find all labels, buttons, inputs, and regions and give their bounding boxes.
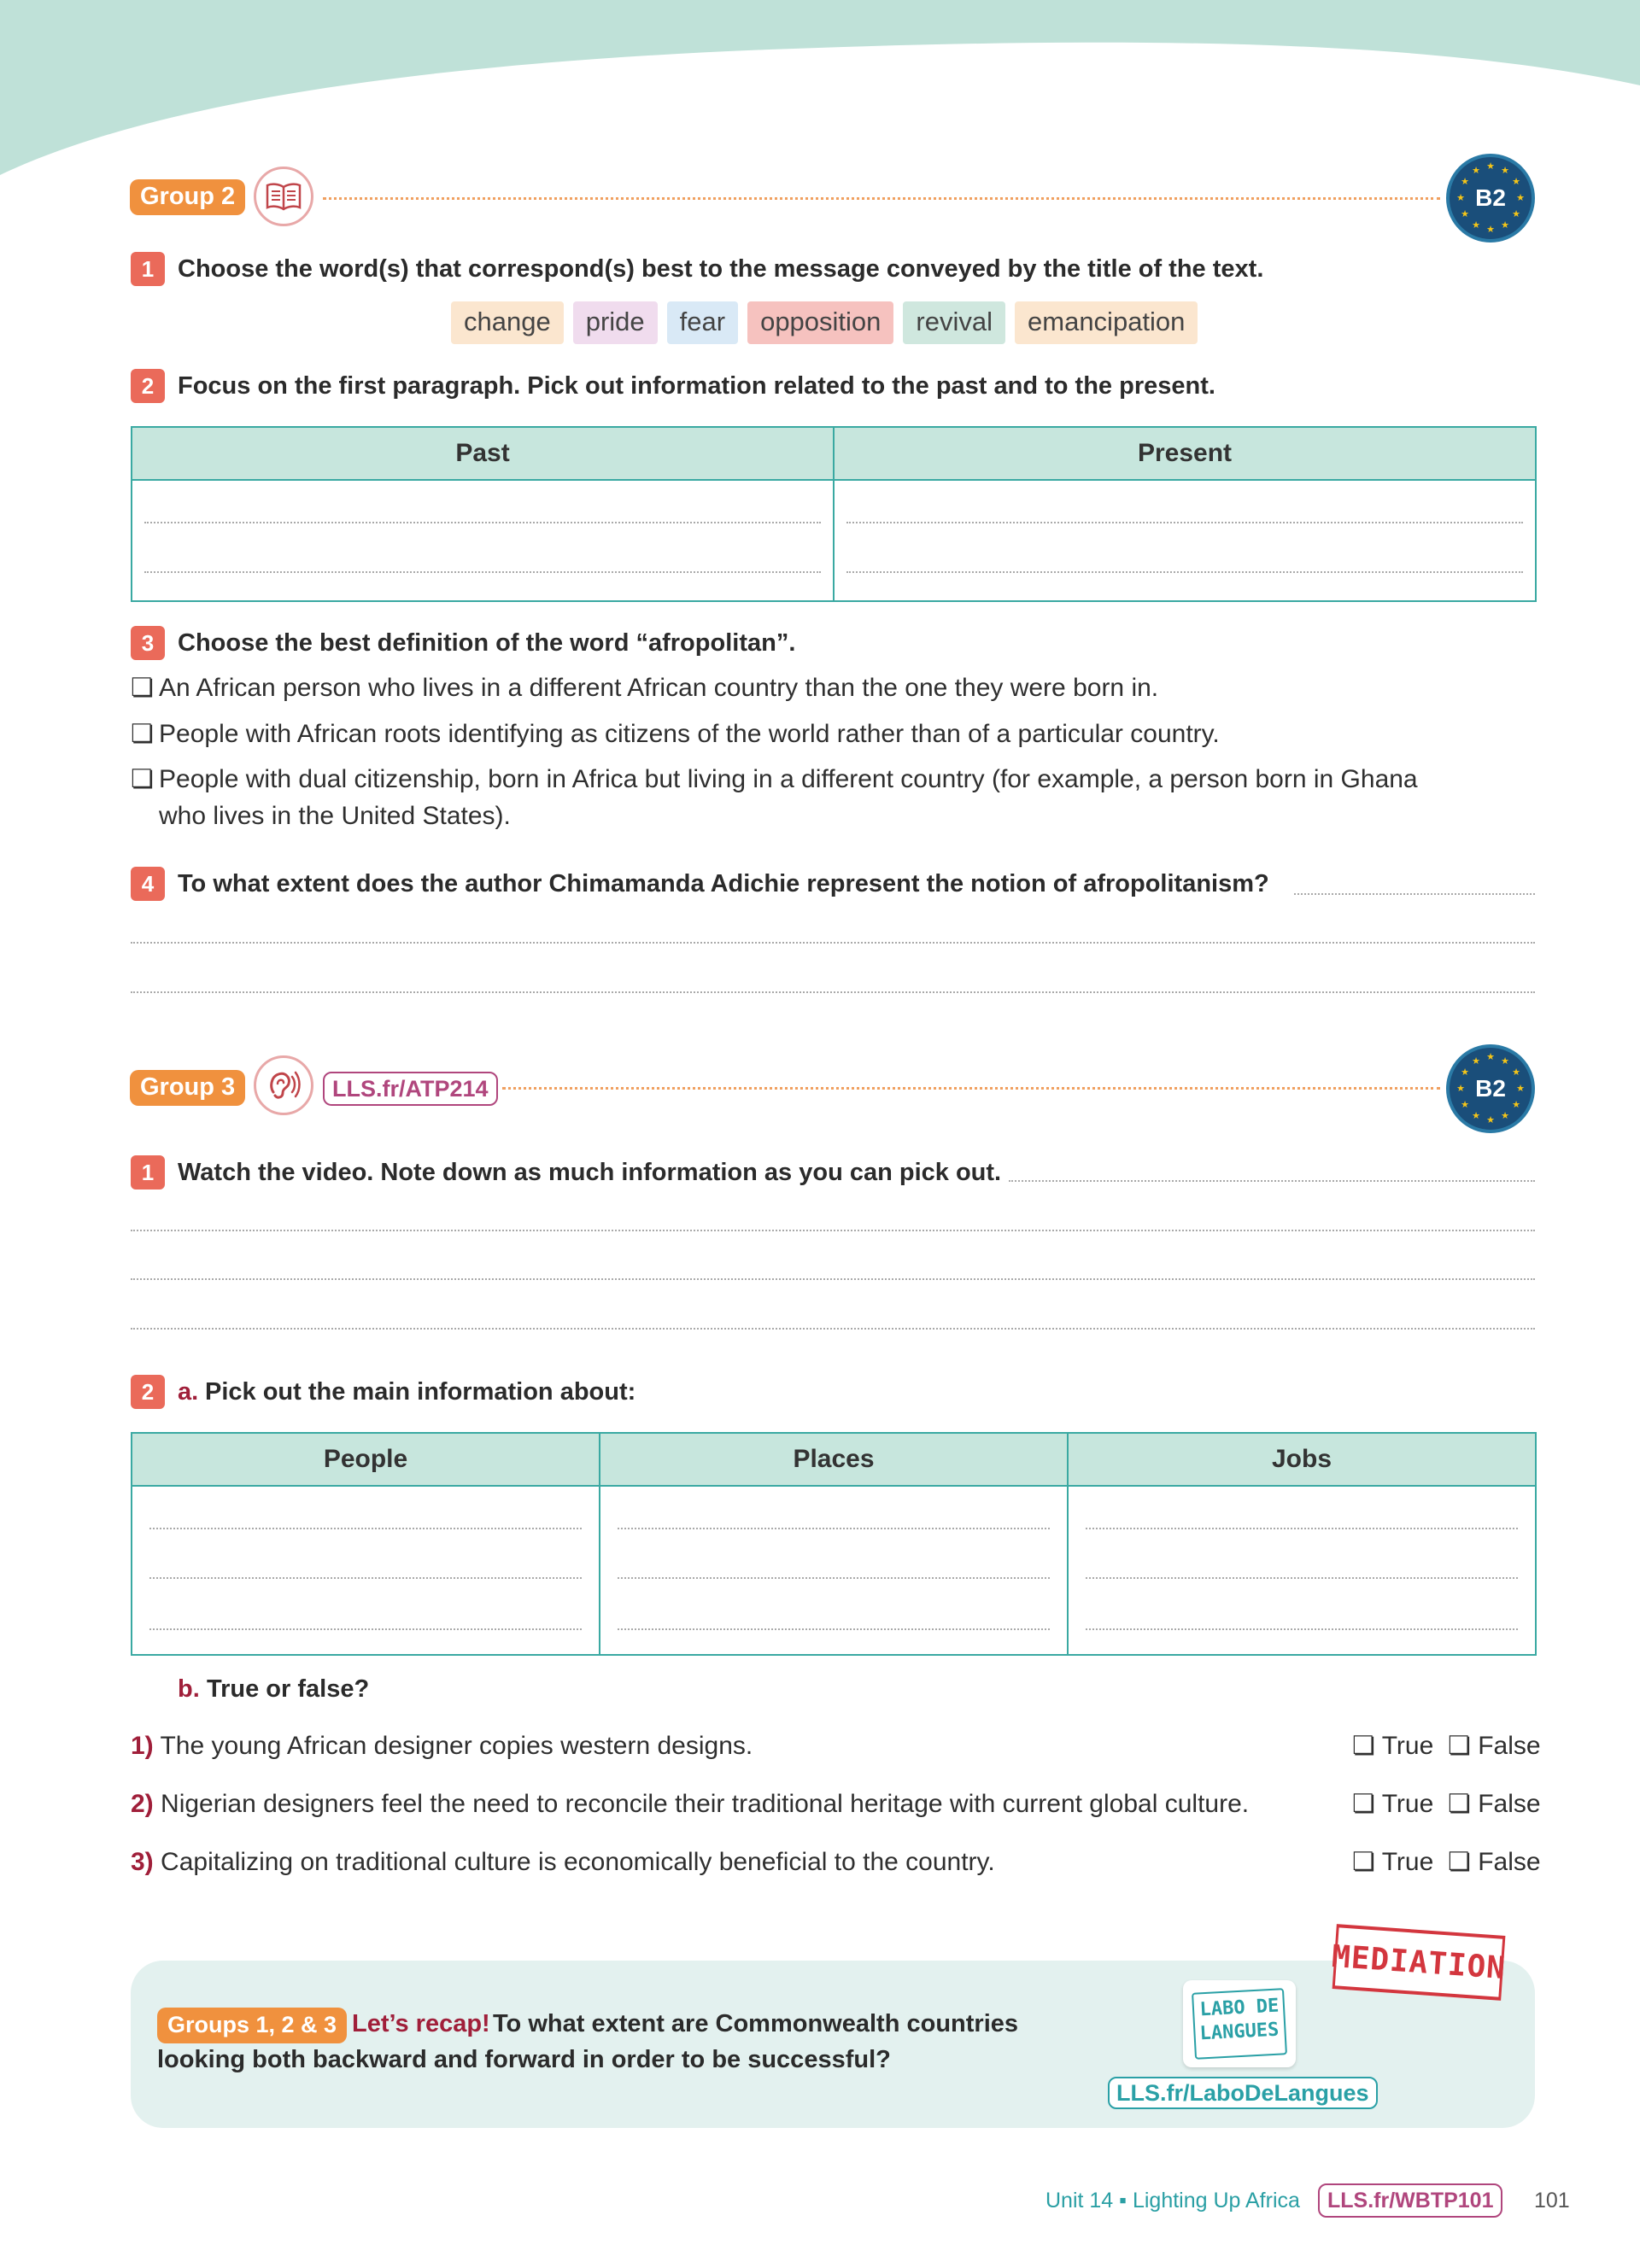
word-choice[interactable]: fear <box>667 301 738 344</box>
question-number: 1 <box>131 1155 165 1190</box>
svg-text:★: ★ <box>1512 208 1520 219</box>
true-false-statement <box>131 1787 1541 1823</box>
option-text: An African person who lives in a different African country than the one they were born in. <box>159 674 1159 702</box>
option-checkbox[interactable]: ❏ <box>131 674 154 702</box>
top-wave-decoration <box>0 0 1640 179</box>
listening-icon <box>254 1055 313 1115</box>
logo-text-line-2: LANGUES <box>1199 2019 1280 2045</box>
footer-link[interactable]: LLS.fr/WBTP101 <box>1318 2183 1502 2218</box>
true-false-statement <box>131 1845 1541 1881</box>
column-header-people: People <box>132 1433 600 1486</box>
svg-text:★: ★ <box>1461 1067 1469 1078</box>
svg-text:★: ★ <box>1486 1114 1495 1125</box>
answer-line[interactable] <box>131 1328 1535 1330</box>
level-badge-b2 <box>1446 154 1535 243</box>
mediation-stamp: MEDIATION <box>1332 1924 1506 2001</box>
svg-text:★: ★ <box>1501 165 1509 176</box>
word-choice[interactable]: revival <box>903 301 1005 344</box>
option-checkbox[interactable]: ❏ <box>131 720 154 748</box>
group-2-tag: Group 2 <box>130 179 245 215</box>
column-header-present: Present <box>834 427 1536 480</box>
svg-text:★: ★ <box>1512 176 1520 187</box>
answer-cell-people[interactable] <box>132 1486 600 1655</box>
column-header-jobs: Jobs <box>1068 1433 1536 1486</box>
answer-cell-past[interactable] <box>132 480 834 601</box>
svg-text:★: ★ <box>1516 1083 1525 1094</box>
false-checkbox[interactable]: ❏ False <box>1448 1848 1541 1876</box>
level-label: B2 <box>1475 184 1506 211</box>
word-choice[interactable]: emancipation <box>1015 301 1198 344</box>
answer-cell-present[interactable] <box>834 480 1536 601</box>
false-checkbox[interactable]: ❏ False <box>1448 1732 1541 1760</box>
svg-text:★: ★ <box>1486 161 1495 172</box>
answer-cell-places[interactable] <box>600 1486 1068 1655</box>
recap-groups-tag: Groups 1, 2 & 3 <box>157 2008 347 2043</box>
svg-text:★: ★ <box>1472 219 1480 231</box>
video-link[interactable]: LLS.fr/ATP214 <box>323 1072 498 1106</box>
recap-question-line-1: To what extent are Commonwealth countries <box>493 2010 1019 2037</box>
level-badge-b2 <box>1446 1044 1535 1133</box>
answer-line[interactable] <box>131 1278 1535 1280</box>
question-text: Watch the video. Note down as much information as you can pick out. <box>178 1159 1002 1186</box>
question-number: 3 <box>131 626 165 660</box>
svg-text:★: ★ <box>1456 192 1465 203</box>
svg-text:★: ★ <box>1501 1055 1509 1067</box>
svg-text:★: ★ <box>1456 1083 1465 1094</box>
true-checkbox[interactable]: ❏ True <box>1352 1732 1434 1760</box>
column-header-places: Places <box>600 1433 1068 1486</box>
answer-line[interactable] <box>131 991 1535 993</box>
statement-text <box>131 1729 753 1763</box>
true-checkbox[interactable]: ❏ True <box>1352 1790 1434 1818</box>
question-number: 2 <box>131 369 165 403</box>
question-number: 2 <box>131 1375 165 1409</box>
book-icon <box>254 167 313 226</box>
svg-text:★: ★ <box>1501 219 1509 231</box>
group-3-divider <box>502 1087 1440 1090</box>
word-choices <box>451 301 1198 344</box>
option-checkbox[interactable]: ❏ <box>131 765 154 793</box>
group-2-divider <box>323 197 1440 200</box>
statement-number: 2) <box>131 1790 154 1818</box>
svg-text:★: ★ <box>1472 1110 1480 1121</box>
question-text: Choose the best definition of the word “afropolitan”. <box>178 629 796 657</box>
svg-text:★: ★ <box>1512 1067 1520 1078</box>
question-number: 4 <box>131 867 165 901</box>
question-part-label: b. <box>178 1675 200 1703</box>
svg-text:★: ★ <box>1501 1110 1509 1121</box>
question-text: To what extent does the author Chimamanda Adichie represent the notion of afropolitanism? <box>178 870 1269 897</box>
svg-text:★: ★ <box>1461 208 1469 219</box>
answer-line[interactable] <box>1009 1180 1535 1182</box>
question-text: Choose the word(s) that correspond(s) best to the message conveyed by the title of the text. <box>178 255 1264 283</box>
option-text-continued: who lives in the United States). <box>159 802 511 830</box>
answer-line[interactable] <box>131 1230 1535 1231</box>
svg-text:★: ★ <box>1472 1055 1480 1067</box>
true-checkbox[interactable]: ❏ True <box>1352 1848 1434 1876</box>
svg-text:★: ★ <box>1512 1099 1520 1110</box>
svg-text:★: ★ <box>1486 224 1495 235</box>
logo-text-line-1: LABO DE <box>1199 1995 1280 2021</box>
option-text: People with dual citizenship, born in Africa but living in a different country (for example, a person born in Ghana <box>159 765 1418 793</box>
word-choice[interactable]: change <box>451 301 564 344</box>
svg-text:★: ★ <box>1461 1099 1469 1110</box>
statement-body: Nigerian designers feel the need to reconcile their traditional heritage with current global culture. <box>161 1790 1250 1818</box>
question-part-label: a. <box>178 1378 199 1406</box>
option-text: People with African roots identifying as citizens of the world rather than of a particular country. <box>159 720 1220 748</box>
question-number: 1 <box>131 252 165 286</box>
footer-unit-title: Unit 14 ▪ Lighting Up Africa <box>1046 2189 1300 2212</box>
answer-line[interactable] <box>131 942 1535 944</box>
statement-body: The young African designer copies western designs. <box>160 1732 753 1760</box>
statement-text <box>131 1845 995 1879</box>
word-choice[interactable]: pride <box>573 301 658 344</box>
question-text: Focus on the first paragraph. Pick out information related to the past and to the present. <box>178 372 1215 400</box>
page-number: 101 <box>1534 2189 1570 2212</box>
svg-text:★: ★ <box>1472 165 1480 176</box>
svg-text:★: ★ <box>1516 192 1525 203</box>
svg-text:★: ★ <box>1486 1051 1495 1062</box>
answer-line[interactable] <box>1294 893 1535 895</box>
people-places-jobs-table <box>131 1432 1537 1656</box>
statement-number: 3) <box>131 1848 154 1876</box>
level-label: B2 <box>1475 1075 1506 1102</box>
group-3-tag: Group 3 <box>130 1070 245 1106</box>
labo-de-langues-link[interactable]: LLS.fr/LaboDeLangues <box>1108 2077 1378 2109</box>
answer-cell-jobs[interactable] <box>1068 1486 1536 1655</box>
statement-text <box>131 1787 1249 1821</box>
recap-lead: Let’s recap! <box>352 2010 490 2037</box>
recap-question-line-2: looking both backward and forward in order to be successful? <box>157 2046 891 2073</box>
question-text: True or false? <box>207 1675 370 1703</box>
statement-body: Capitalizing on traditional culture is economically beneficial to the country. <box>161 1848 995 1876</box>
statement-number: 1) <box>131 1732 154 1760</box>
word-choice[interactable]: opposition <box>747 301 893 344</box>
false-checkbox[interactable]: ❏ False <box>1448 1790 1541 1818</box>
question-text: Pick out the main information about: <box>205 1378 636 1406</box>
column-header-past: Past <box>132 427 834 480</box>
labo-de-langues-logo[interactable] <box>1183 1980 1296 2067</box>
past-present-table <box>131 426 1537 602</box>
svg-text:★: ★ <box>1461 176 1469 187</box>
true-false-statement <box>131 1729 1541 1765</box>
